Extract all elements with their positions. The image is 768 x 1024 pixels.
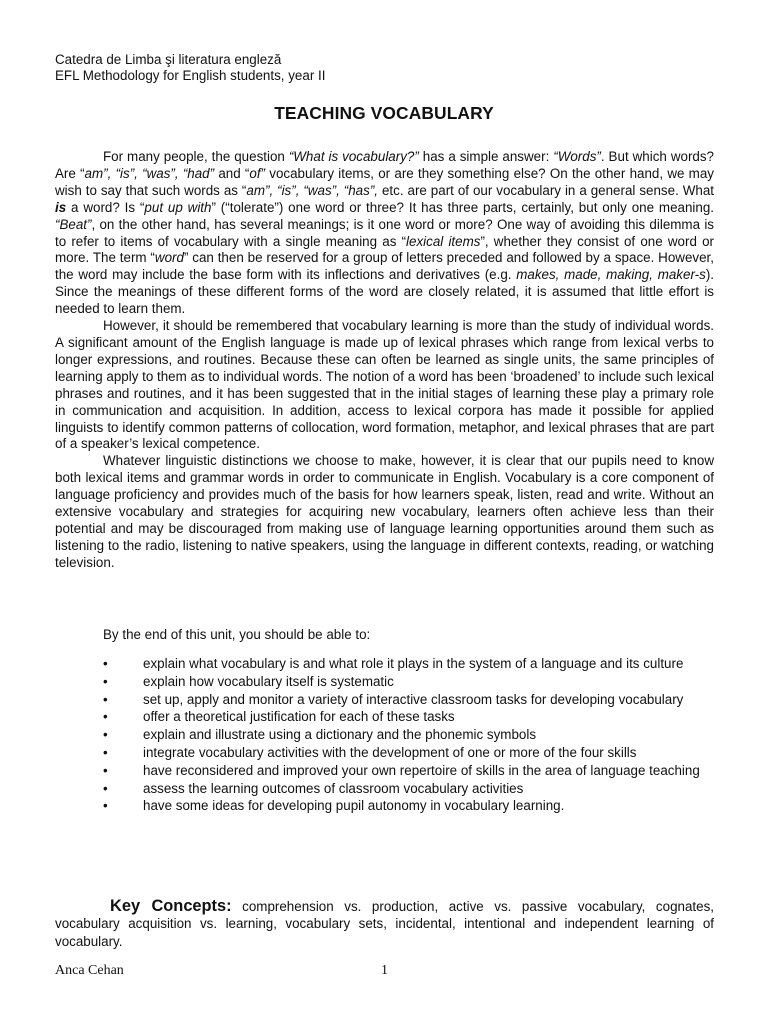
department-line: Catedra de Limba şi literatura engleză — [55, 52, 282, 67]
italic-run: makes, made, making, maker-s — [516, 267, 706, 283]
text-run: vocabulary items, or are they something else? On the other hand, we may wish to say that such words as “ — [55, 165, 714, 198]
document-header — [55, 52, 325, 84]
objectives-intro: By the end of this unit, you should be able to: — [103, 627, 371, 642]
bullet-icon: • — [103, 780, 108, 796]
list-item — [55, 692, 714, 709]
bullet-icon: • — [103, 656, 108, 671]
list-item — [55, 781, 714, 798]
list-item-text: offer a theoretical justification for each of these tasks — [143, 709, 455, 725]
bullet-icon: • — [103, 727, 108, 743]
list-item — [55, 674, 714, 691]
objectives-list — [55, 656, 714, 816]
text-run: ” (“tolerate”) one word or three? It has three parts, certainly, but only one meaning. — [211, 199, 714, 215]
list-item — [55, 798, 714, 815]
list-item-text: have reconsidered and improved your own repertoire of skills in the area of language teaching — [143, 762, 700, 778]
list-item — [55, 727, 714, 744]
text-run: ”, whether they consist of one word or more. The term “ — [55, 233, 714, 266]
key-concepts-text: comprehension vs. production, active vs. passive vocabulary, cognates, vocabulary acquisition vs. learning, vocabulary sets, incidental, intentional and independent learning of vocabulary. — [55, 899, 714, 949]
bullet-icon: • — [103, 673, 108, 689]
text-run: , on the other hand, has several meanings; is it one word or more? One way of avoiding this dilemma is to refer to items of vocabulary with a single meaning as “ — [55, 216, 714, 249]
list-item-text: explain and illustrate using a dictionary and the phonemic symbols — [143, 727, 537, 743]
italic-run: word — [154, 250, 184, 266]
list-item-text: integrate vocabulary activities with the development of one or more of the four skills — [143, 744, 637, 760]
bullet-icon: • — [103, 691, 108, 707]
italic-run: “Beat” — [55, 216, 92, 232]
text-run: a word? Is “ — [66, 199, 145, 215]
text-run: has a simple answer: — [418, 149, 554, 164]
list-item — [55, 656, 714, 673]
paragraph-1 — [55, 149, 714, 318]
italic-run: lexical items — [406, 233, 481, 249]
list-item — [55, 763, 714, 780]
bullet-icon: • — [103, 744, 108, 760]
paragraph-3: Whatever linguistic distinctions we choose to make, however, it is clear that our pupils need to know both lexical items and grammar words in order to communicate in English. Vocabulary is a core component of language proficiency and provides much of the basis for how learners speak, listen, read and write. Without an extensive vocabulary and strategies for acquiring new vocabulary, learners often achieve less than their potential and may be discouraged from making use of language learning opportunities around them such as listening to the radio, listening to native speakers, using the language in different contexts, reading, or watching television. — [55, 453, 714, 570]
italic-run: of” — [249, 165, 266, 181]
body-text — [55, 149, 714, 572]
list-item-text: explain what vocabulary is and what role it plays in the system of a language and its culture — [143, 656, 684, 671]
list-item-text: have some ideas for developing pupil autonomy in vocabulary learning. — [143, 798, 565, 814]
italic-run: am”, “is”, “was”, “has”, — [246, 182, 379, 198]
bullet-icon: • — [103, 798, 108, 814]
list-item-text: assess the learning outcomes of classroom vocabulary activities — [143, 780, 524, 796]
text-run: etc. are part of our vocabulary in a general sense. What — [378, 182, 714, 198]
list-item-text: explain how vocabulary itself is systematic — [143, 673, 394, 689]
footer-author: Anca Cehan — [55, 963, 124, 978]
paragraph-2: However, it should be remembered that vocabulary learning is more than the study of individual words. A significant amount of the English language is made up of lexical phrases which range from lexical verbs to longer expressions, and routines. Because these can often be learned as single units, the same principles of learning apply to them as to individual words. The notion of a word has been ‘broadened’ to include such lexical phrases and routines, and it has been suggested that in the initial stages of learning these play a primary role in communication and acquisition. In addition, access to lexical corpora has made it possible for applied linguists to identify common patterns of collocation, word formation, metaphor, and lexical phrases that are part of a speaker’s lexical competence. — [55, 318, 714, 452]
text-run: ” can then be reserved for a group of letters preceded and followed by a space. However, the word may include the base form with its inflections and derivatives (e.g. — [55, 250, 714, 283]
key-concepts — [55, 898, 714, 950]
bullet-icon: • — [103, 709, 108, 725]
italic-run: am”, “is”, “was”, “had” — [84, 165, 215, 181]
italic-run: “Words” — [553, 149, 601, 164]
page-number: 1 — [381, 963, 388, 978]
course-line: EFL Methodology for English students, year II — [55, 68, 326, 83]
text-run: . But which words? Are “ — [55, 149, 714, 181]
italic-run: put up with — [144, 199, 212, 215]
text-run: ). Since the meanings of these different forms of the word are closely related, it is assumed that little effort is needed to learn them. — [55, 267, 715, 317]
list-item — [55, 745, 714, 762]
italic-run: “What is vocabulary?” — [288, 149, 419, 164]
page-title: TEACHING VOCABULARY — [274, 103, 494, 123]
text-run: and “ — [214, 165, 250, 181]
text-run: For many people, the question — [103, 149, 289, 164]
list-item — [55, 709, 714, 726]
key-concepts-label: Key Concepts: — [110, 897, 232, 915]
list-item-text: set up, apply and monitor a variety of interactive classroom tasks for developing vocabulary — [143, 691, 684, 707]
bullet-icon: • — [103, 762, 108, 778]
bold-italic-run: is — [55, 199, 67, 215]
